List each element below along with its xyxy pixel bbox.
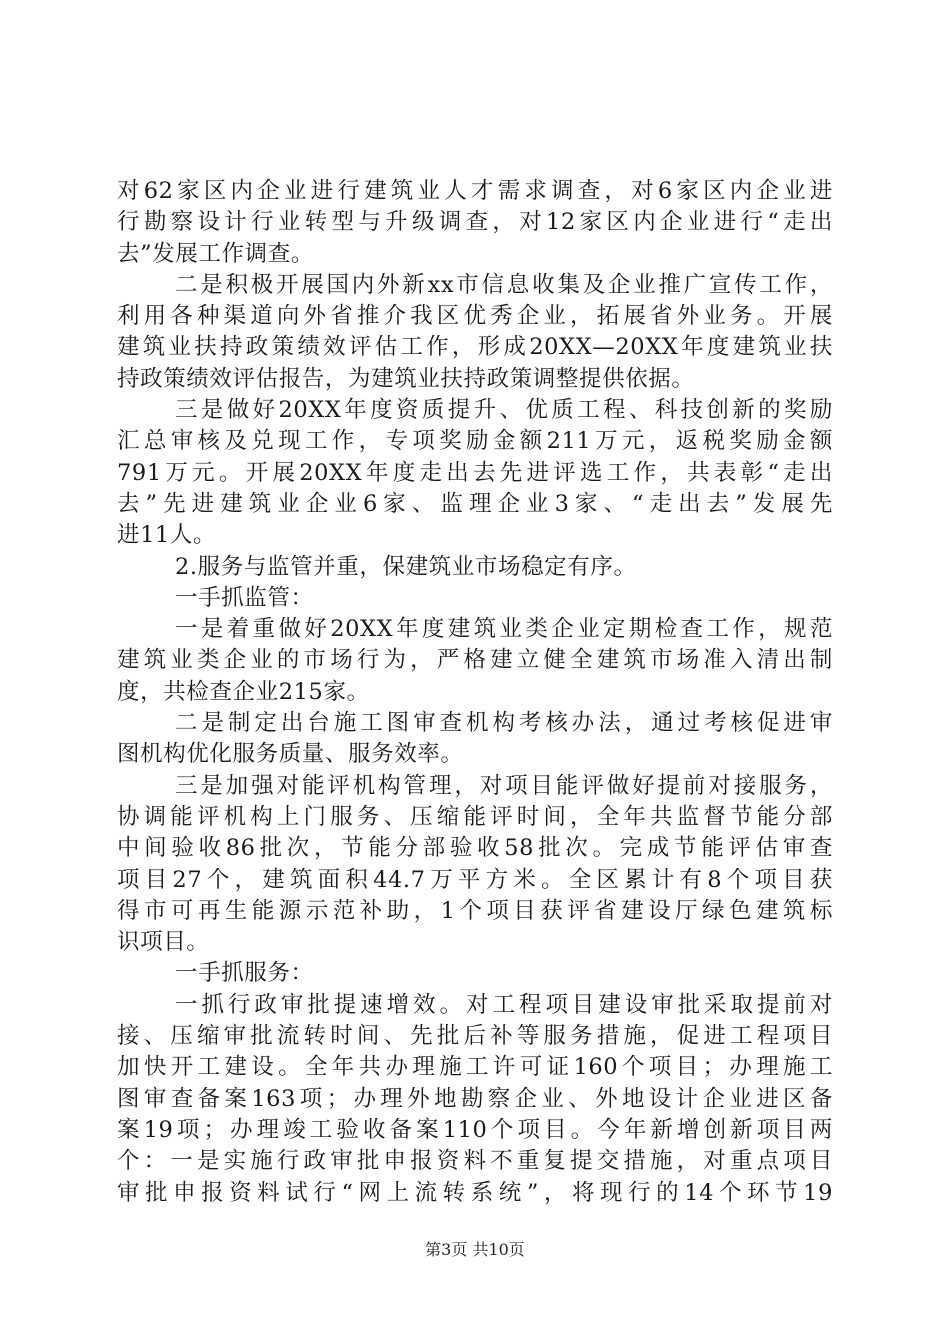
text-line: 行勘察设计行业转型与升级调查，对12家区内企业进行“走出 bbox=[117, 209, 833, 236]
text-line: 二是制定出台施工图审查机构考核办法，通过考核促进审 bbox=[175, 710, 833, 737]
text-line: 进11人。 bbox=[117, 522, 217, 549]
text-line: 持政策绩效评估报告，为建筑业扶持政策调整提供依据。 bbox=[117, 365, 695, 392]
text-line: 度，共检查企业215家。 bbox=[117, 678, 370, 705]
text-line: 项目27个，建筑面积44.7万平方米。全区累计有8个项目获 bbox=[117, 866, 833, 893]
text-line: 去”先进建筑业企业6家、监理企业3家、“走出去”发展先 bbox=[117, 490, 833, 517]
text-line: 791万元。开展20XX年度走出去先进评选工作，共表彰“走出 bbox=[117, 459, 833, 486]
text-line: 接、压缩审批流转时间、先批后补等服务措施，促进工程项目 bbox=[117, 1023, 833, 1050]
document-body bbox=[117, 176, 833, 1209]
text-line: 协调能评机构上门服务、压缩能评时间，全年共监督节能分部 bbox=[117, 803, 833, 830]
text-line: 建筑业类企业的市场行为，严格建立健全建筑市场准入清出制 bbox=[117, 647, 833, 674]
text-line: 图机构优化服务质量、服务效率。 bbox=[117, 741, 464, 768]
text-line: 一是着重做好20XX年度建筑业类企业定期检查工作，规范 bbox=[175, 616, 833, 643]
text-line: 一手抓服务： bbox=[175, 960, 314, 987]
text-line: 加快开工建设。全年共办理施工许可证160个项目；办理施工 bbox=[117, 1054, 833, 1081]
text-line: 三是加强对能评机构管理，对项目能评做好提前对接服务， bbox=[175, 772, 833, 799]
text-line: 中间验收86批次，节能分部验收58批次。完成节能评估审查 bbox=[117, 835, 833, 862]
text-line: 得市可再生能源示范补助，1个项目获评省建设厅绿色建筑标 bbox=[117, 897, 833, 924]
text-line: 建筑业扶持政策绩效评估工作，形成20XX—20XX年度建筑业扶 bbox=[117, 334, 833, 361]
text-line: 个：一是实施行政审批申报资料不重复提交措施，对重点项目 bbox=[117, 1148, 833, 1175]
page-footer: 第3页 共10页 bbox=[425, 1240, 525, 1259]
text-line: 案19项；办理竣工验收备案110个项目。今年新增创新项目两 bbox=[117, 1116, 833, 1143]
text-line: 识项目。 bbox=[117, 929, 210, 956]
text-line: 汇总审核及兑现工作，专项奖励金额211万元，返税奖励金额 bbox=[117, 428, 833, 455]
text-line: 审批申报资料试行“网上流转系统”，将现行的14个环节19 bbox=[117, 1179, 833, 1206]
text-line: 一手抓监管： bbox=[175, 584, 314, 611]
text-line: 去”发展工作调查。 bbox=[117, 240, 314, 267]
text-line: 一抓行政审批提速增效。对工程项目建设审批采取提前对 bbox=[175, 991, 833, 1018]
text-line: 利用各种渠道向外省推介我区优秀企业，拓展省外业务。开展 bbox=[117, 303, 833, 330]
text-line: 对62家区内企业进行建筑业人才需求调查，对6家区内企业进 bbox=[117, 178, 833, 204]
text-line: 2.服务与监管并重，保建筑业市场稳定有序。 bbox=[175, 553, 637, 580]
text-line: 二是积极开展国内外新xx市信息收集及企业推广宣传工作， bbox=[175, 271, 833, 298]
text-line: 三是做好20XX年度资质提升、优质工程、科技创新的奖励 bbox=[175, 397, 833, 424]
text-line: 图审查备案163项；办理外地勘察企业、外地设计企业进区备 bbox=[117, 1085, 833, 1112]
